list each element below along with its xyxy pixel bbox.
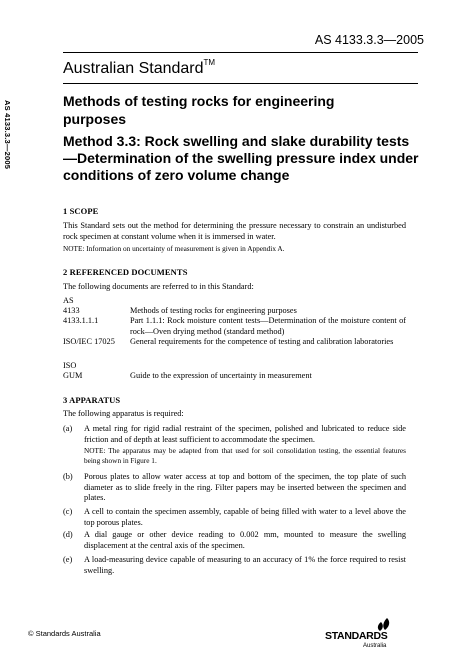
apparatus-item-text: Porous plates to allow water access at top and bottom of the specimen, the top plate of such diameter as to slide freely in the ring. Filter papers may be inserted between the specimen and plates.: [84, 472, 406, 502]
apparatus-item-label: (a): [63, 424, 73, 433]
apparatus-item-label: (c): [63, 507, 73, 516]
logo-mark-icon: [325, 616, 405, 648]
reference-code: GUM: [63, 371, 83, 380]
side-label: AS 4133.3.3—2005: [3, 100, 12, 170]
standard-number: AS 4133.3.3—2005: [314, 33, 424, 47]
apparatus-intro: The following apparatus is required:: [63, 409, 184, 418]
logo-line-1: STANDARDS: [325, 630, 388, 642]
reference-title: General requirements for the competence of testing and calibration laboratories: [130, 337, 394, 346]
reference-title: Guide to the expression of uncertainty in measurement: [130, 371, 312, 380]
reference-code: ISO/IEC 17025: [63, 337, 115, 346]
apparatus-item-text: A metal ring for rigid radial restraint of the specimen, polished and lubricated to reduce side friction and of depth at least sufficient to accommodate the specimen.: [84, 424, 406, 444]
references-heading: 2 REFERENCED DOCUMENTS: [63, 267, 188, 277]
apparatus-item-text: A load-measuring device capable of measuring to an accuracy of 1% the force required to resist swelling.: [84, 555, 406, 575]
scope-heading: 1 SCOPE: [63, 206, 99, 216]
reference-title: Methods of testing rocks for engineering purposes: [130, 306, 297, 315]
apparatus-item-label: (b): [63, 472, 73, 481]
apparatus-item-label: (d): [63, 530, 73, 539]
scope-note: NOTE: Information on uncertainty of measurement is given in Appendix A.: [63, 244, 285, 253]
brand-trademark: TM: [203, 58, 216, 67]
copyright: © Standards Australia: [28, 629, 101, 638]
apparatus-item-note: NOTE: The apparatus may be adapted from that used for soil consolidation testing, the essential features being shown in Figure 1.: [84, 446, 406, 465]
references-iso-label: ISO: [63, 361, 77, 370]
apparatus-heading: 3 APPARATUS: [63, 395, 121, 405]
references-as-label: AS: [63, 296, 74, 305]
apparatus-item-label: (e): [63, 555, 73, 564]
method-title: Method 3.3: Rock swelling and slake durability tests—Determination of the swelling pressure index under conditions of zero volume change: [63, 133, 419, 183]
brand-title: [63, 58, 215, 78]
header-rule-bottom: [63, 83, 418, 84]
reference-code: 4133.1.1.1: [63, 316, 99, 325]
header-rule-top: [63, 52, 418, 53]
reference-title: Part 1.1.1: Rock moisture content tests—Determination of the moisture content of rock—Oven drying method (standard method): [130, 316, 406, 336]
brand-text: Australian Standard: [63, 60, 204, 77]
standards-australia-logo: [325, 616, 405, 648]
document-title: Methods of testing rocks for engineering purposes: [63, 93, 335, 127]
reference-code: 4133: [63, 306, 80, 315]
apparatus-item-text: A cell to contain the specimen assembly, capable of being filled with water to a level above the top porous plates.: [84, 507, 406, 527]
apparatus-item-text: A dial gauge or other device reading to 0.002 mm, mounted to measure the swelling displacement at the central axis of the specimen.: [84, 530, 406, 550]
logo-line-2: Australia: [363, 643, 387, 648]
references-intro: The following documents are referred to in this Standard:: [63, 282, 254, 291]
scope-text: This Standard sets out the method for determining the pressure necessary to constrain an undisturbed rock specimen at constant volume when it is immersed in water.: [63, 221, 406, 241]
